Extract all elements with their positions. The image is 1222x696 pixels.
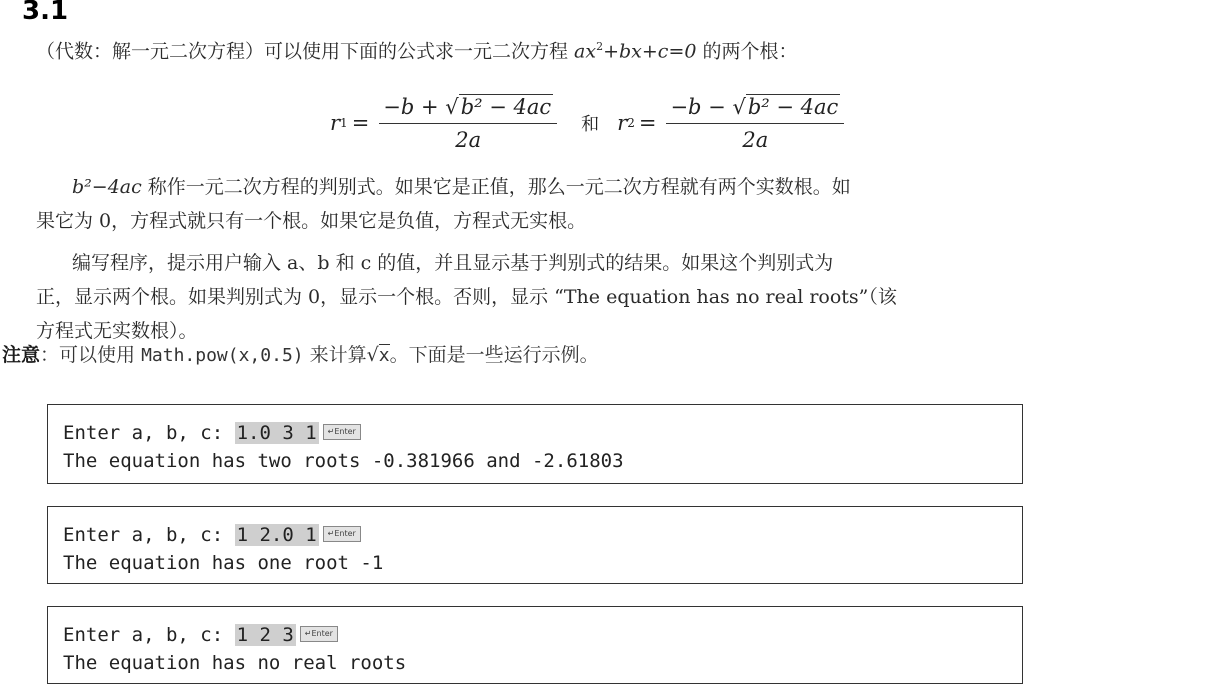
note-code: Math.pow(x,0.5)	[141, 345, 304, 366]
root2-subscript: 2	[627, 116, 635, 130]
sample-1-prompt: Enter a, b, c:	[63, 422, 235, 444]
sample-3-user-input: 1 2 3	[236, 624, 294, 646]
sample-2-user-input: 1 2.0 1	[236, 524, 317, 546]
root2-label: r	[617, 111, 628, 135]
sample-run-2	[47, 506, 1023, 584]
root1-denominator: 2a	[455, 127, 482, 152]
intro-prefix: （代数：解一元二次方程）可以使用下面的公式求一元二次方程	[36, 40, 575, 63]
note-label: 注意	[2, 344, 41, 366]
intro-paragraph: （代数：解一元二次方程）可以使用下面的公式求一元二次方程 $ax^2+bx+c=0$ 的两个根：	[36, 40, 798, 63]
root1-label: r	[330, 111, 341, 135]
sample-1-input-line	[63, 419, 1022, 447]
task-line3: 方程式无实数根）。	[36, 320, 198, 342]
root2-denominator: 2a	[742, 127, 769, 152]
note-text-mid: 来计算	[303, 344, 367, 366]
root1-radicand: b² − 4ac	[460, 94, 552, 119]
task-line2: 正，显示两个根。如果判别式为 0，显示一个根。否则，显示 “The equation has no real roots”（该	[36, 286, 897, 308]
root2-radicand: b² − 4ac	[747, 94, 839, 119]
note-text-before: ：可以使用	[40, 344, 142, 366]
sample-2-input-line	[63, 521, 1022, 549]
note-line: 注意：可以使用 Math.pow(x,0.5) 来计算√x。下面是一些运行示例。	[2, 344, 599, 366]
root2-numerator-prefix: −b −	[670, 94, 733, 119]
root1-subscript: 1	[340, 116, 348, 130]
note-sqrt-arg: x	[378, 345, 390, 366]
equation-rest: +bx+c=0	[603, 40, 697, 63]
enter-key-icon: ↵Enter	[323, 424, 361, 440]
discriminant-line2: 果它为 0，方程式就只有一个根。如果它是负值，方程式无实根。	[36, 210, 587, 232]
root1-fraction: $\frac{\text{−b + √b² − 4ac}}{2a}$	[379, 95, 557, 152]
sample-3-input-line	[63, 621, 1022, 649]
sample-3-output: The equation has no real roots	[63, 652, 407, 674]
task-paragraph	[36, 246, 897, 348]
sample-1-user-input: 1.0 3 1	[236, 422, 317, 444]
formula-conjunction: 和	[581, 114, 600, 135]
sample-2-output: The equation has one root -1	[63, 552, 384, 574]
enter-key-icon: ↵Enter	[300, 626, 338, 642]
sample-1-output: The equation has two roots -0.381966 and -2.61803	[63, 450, 624, 472]
exercise-heading: 3.1	[22, 0, 69, 26]
task-line1: 编写程序，提示用户输入 a、b 和 c 的值，并且显示基于判别式的结果。如果这个判别式为	[72, 252, 834, 274]
root2-fraction: $\frac{\text{−b − √b² − 4ac}}{2a}$	[666, 95, 844, 152]
equation-ax: ax	[574, 40, 597, 63]
root1-numerator-prefix: −b +	[383, 94, 446, 119]
sample-3-prompt: Enter a, b, c:	[63, 624, 235, 646]
quadratic-formula: r 1 = $\frac{\text{−b + √b² − 4ac}}{2a}$ 和 r 2 = $\frac{\text{−b − √b² − 4ac}}{2a}$	[330, 88, 850, 158]
sample-run-1	[47, 404, 1023, 484]
sample-run-3	[47, 606, 1023, 684]
intro-suffix: 的两个根：	[696, 40, 798, 63]
enter-key-icon: ↵Enter	[323, 526, 361, 542]
discriminant-paragraph	[36, 170, 851, 238]
sample-2-prompt: Enter a, b, c:	[63, 524, 235, 546]
discriminant-line1: 称作一元二次方程的判别式。如果它是正值，那么一元二次方程就有两个实数根。如	[141, 176, 851, 198]
note-text-after: 。下面是一些运行示例。	[389, 344, 599, 366]
discriminant-expression: b²−4ac	[72, 176, 142, 198]
